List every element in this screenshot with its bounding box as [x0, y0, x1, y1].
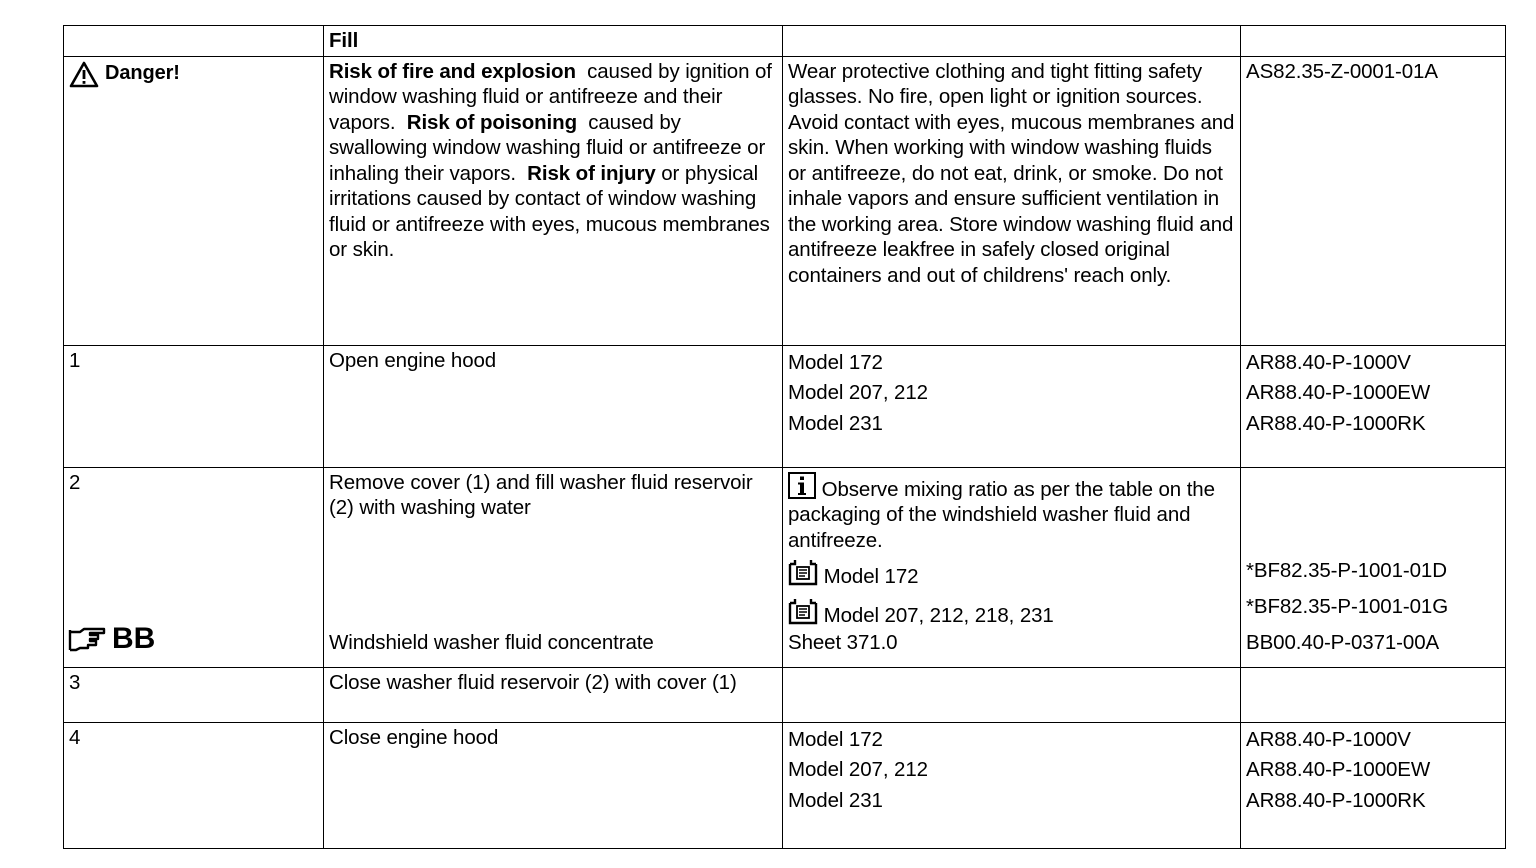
- table-model: Model 172: [823, 565, 919, 588]
- step-number: 1: [64, 345, 324, 467]
- ref-list: [1241, 722, 1506, 848]
- table-ref-item: [788, 598, 1235, 631]
- ref-list: [1241, 345, 1506, 467]
- step-action: Close engine hood: [324, 722, 783, 848]
- danger-row: [64, 56, 1506, 345]
- bb-sheet: Sheet 371.0: [788, 630, 898, 654]
- model-item: Model 231: [788, 411, 883, 435]
- step-row-4: [64, 722, 1506, 848]
- step-number: 4: [64, 722, 324, 848]
- model-item: Model 207, 212: [788, 381, 928, 404]
- poison-risk-text: caused by swallowing window washing fluid or antifreeze or inhaling their vapors.: [329, 110, 766, 185]
- danger-label: [69, 61, 318, 88]
- ref-link[interactable]: AR88.40-P-1000RK: [1246, 788, 1426, 812]
- step-number: 3: [64, 667, 324, 722]
- ref-link[interactable]: AR88.40-P-1000V: [1246, 727, 1411, 751]
- pointing-hand-icon: [68, 626, 108, 652]
- step-number: 2: [69, 470, 81, 494]
- info-icon: [788, 472, 816, 499]
- danger-measures: Wear protective clothing and tight fitting safety glasses. No fire, open light or ignition sources. Avoid contact with eyes, mucous membranes and skin. When working with window washing fluids or antifreeze, do not eat, drink, or smoke. Do not inhale vapors and ensure sufficient ventilation in the working area. Store window washing fluid and antifreeze leakfree in safely closed original containers and out of childrens' reach only.: [783, 56, 1241, 345]
- danger-ref: AS82.35-Z-0001-01A: [1241, 56, 1506, 345]
- procedure-table: [63, 25, 1506, 849]
- model-item: Model 207, 212: [788, 758, 928, 781]
- table-icon: [788, 559, 818, 586]
- table-ref-link[interactable]: *BF82.35-P-1001-01D: [1246, 558, 1447, 582]
- danger-text: Danger!: [105, 62, 180, 85]
- ref-link[interactable]: AR88.40-P-1000RK: [1246, 411, 1426, 435]
- step-action: Open engine hood: [324, 345, 783, 467]
- bb-action: Windshield washer fluid concentrate: [329, 630, 654, 654]
- empty-cell: [783, 667, 1241, 722]
- table-ref-link[interactable]: *BF82.35-P-1001-01G: [1246, 594, 1449, 618]
- fire-risk-heading: Risk of fire and explosion: [329, 59, 576, 83]
- header-empty-cell: [783, 26, 1241, 57]
- info-note-text: Observe mixing ratio as per the table on the packaging of the windshield washer fluid and antifreeze.: [788, 477, 1215, 552]
- ref-link[interactable]: AR88.40-P-1000V: [1246, 350, 1411, 374]
- danger-description: [324, 56, 783, 345]
- header-title: Fill: [324, 26, 783, 57]
- table-ref-item: [788, 559, 1235, 592]
- model-item: Model 172: [788, 350, 883, 374]
- info-note: [788, 470, 1235, 554]
- step-row-2: [64, 467, 1506, 667]
- poison-risk-heading: Risk of poisoning: [406, 110, 578, 134]
- step-row-1: [64, 345, 1506, 467]
- model-item: Model 231: [788, 788, 883, 812]
- bb-label: BB: [112, 621, 156, 655]
- step-row-3: [64, 667, 1506, 722]
- empty-cell: [1241, 667, 1506, 722]
- ref-link[interactable]: AR88.40-P-1000EW: [1246, 758, 1431, 781]
- header-empty-cell: [1241, 26, 1506, 57]
- header-row: [64, 26, 1506, 57]
- table-icon: [788, 598, 818, 625]
- ref-link[interactable]: AR88.40-P-1000EW: [1246, 381, 1431, 404]
- model-item: Model 172: [788, 727, 883, 751]
- header-empty-cell: [64, 26, 324, 57]
- bb-marker: [68, 621, 156, 655]
- step-action: Remove cover (1) and fill washer fluid reservoir (2) with washing water: [329, 470, 753, 519]
- fire-risk-text: caused by ignition of window washing fluid or antifreeze and their vapors.: [329, 59, 772, 134]
- table-model: Model 207, 212, 218, 231: [823, 604, 1054, 627]
- injury-risk-heading: Risk of injury: [527, 161, 656, 185]
- model-list: [783, 722, 1241, 848]
- step-action: Close washer fluid reservoir (2) with cover (1): [324, 667, 783, 722]
- injury-risk-text: or physical irritations caused by contact of window washing fluid or antifreeze with eyes, mucous membranes or skin.: [329, 161, 770, 261]
- warning-triangle-icon: [69, 61, 99, 88]
- model-list: [783, 345, 1241, 467]
- bb-ref-link[interactable]: BB00.40-P-0371-00A: [1246, 630, 1440, 654]
